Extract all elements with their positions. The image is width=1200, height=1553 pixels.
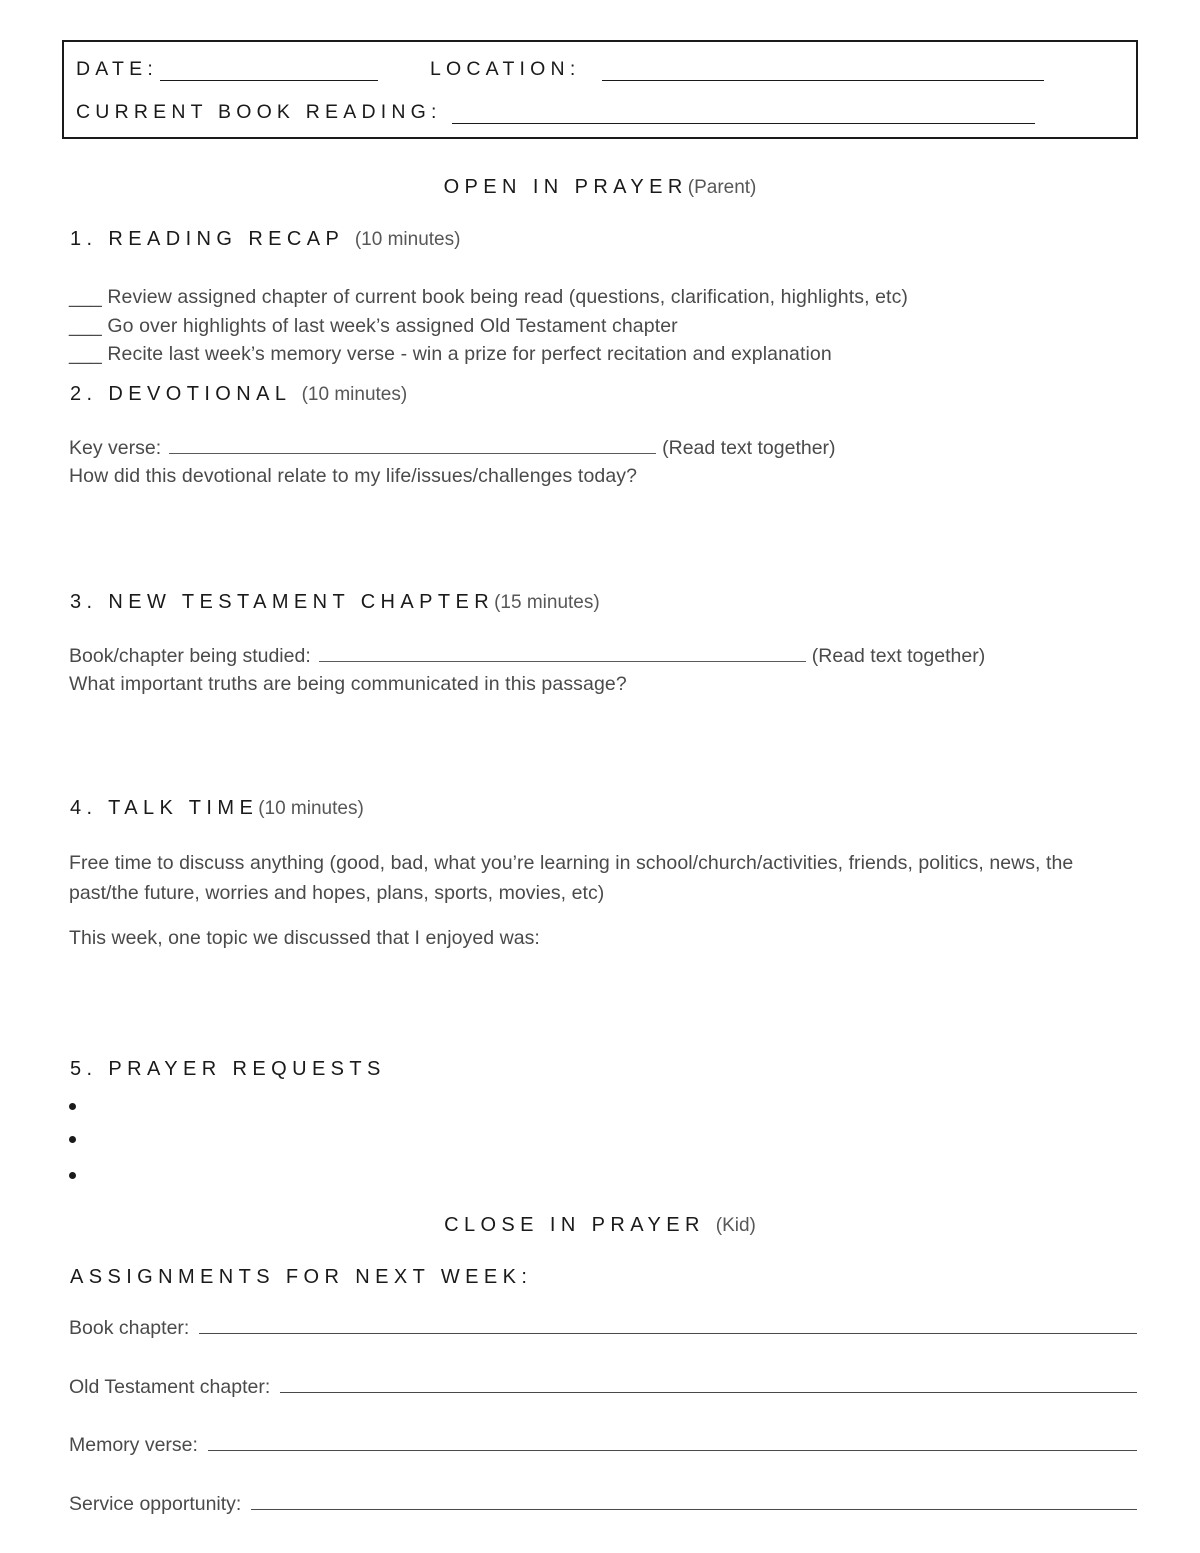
key-verse-row <box>69 434 836 463</box>
header-row-date-location <box>76 57 1044 81</box>
assignment-label: Service opportunity: <box>69 1493 242 1515</box>
section-2-title: 2. DEVOTIONAL <box>70 383 291 405</box>
section-1-heading <box>70 226 460 253</box>
section-2-heading <box>70 381 407 408</box>
checklist-item[interactable]: ___ Go over highlights of last week’s assigned Old Testament chapter <box>69 314 678 337</box>
section-1-duration: (10 minutes) <box>354 229 461 250</box>
assignment-input-book-chapter[interactable] <box>199 1318 1137 1334</box>
assignment-row-service-opportunity <box>69 1490 1137 1518</box>
date-label: DATE: <box>76 58 158 80</box>
assignment-label: Memory verse: <box>69 1434 198 1456</box>
header-row-current-book <box>76 100 1035 124</box>
book-chapter-studied-note: (Read text together) <box>811 645 986 667</box>
book-chapter-studied-label: Book/chapter being studied: <box>69 645 311 667</box>
assignment-label: Old Testament chapter: <box>69 1376 271 1398</box>
book-chapter-studied-input[interactable] <box>319 645 806 662</box>
section-3-title: 3. NEW TESTAMENT CHAPTER <box>70 591 495 613</box>
checklist-item[interactable]: ___ Review assigned chapter of current book being read (questions, clarification, highlights, etc) <box>69 286 909 308</box>
section-2-duration: (10 minutes) <box>301 384 408 405</box>
checklist-item[interactable]: ___ Recite last week’s memory verse - win a prize for perfect recitation and explanation <box>69 343 832 365</box>
open-in-prayer-role: (Parent) <box>687 177 757 198</box>
section-3-question: What important truths are being communicated in this passage? <box>69 673 627 695</box>
book-chapter-studied-row <box>69 642 985 671</box>
section-1-checklist <box>69 283 908 369</box>
assignment-input-service-opportunity[interactable] <box>251 1494 1137 1510</box>
prayer-request-bullet <box>69 1103 76 1110</box>
section-3-heading <box>70 589 600 616</box>
close-in-prayer-heading <box>0 1212 1200 1239</box>
section-2-question: How did this devotional relate to my life/issues/challenges today? <box>69 465 638 487</box>
assignment-row-old-testament-chapter <box>69 1373 1137 1401</box>
close-in-prayer-text: CLOSE IN PRAYER <box>444 1214 705 1236</box>
location-input[interactable] <box>602 62 1044 81</box>
current-book-reading-label: CURRENT BOOK READING: <box>76 101 442 123</box>
key-verse-note: (Read text together) <box>662 437 836 459</box>
assignment-input-old-testament-chapter[interactable] <box>280 1377 1137 1393</box>
assignments-heading: ASSIGNMENTS FOR NEXT WEEK: <box>70 1266 533 1288</box>
section-4-heading <box>70 795 364 822</box>
key-verse-input[interactable] <box>169 437 656 454</box>
section-5-heading <box>70 1056 386 1082</box>
section-5-title: 5. PRAYER REQUESTS <box>70 1058 386 1080</box>
prayer-request-bullet <box>69 1172 76 1179</box>
location-label: LOCATION: <box>429 58 581 80</box>
assignment-input-memory-verse[interactable] <box>208 1435 1137 1451</box>
close-in-prayer-role: (Kid) <box>715 1215 756 1236</box>
header-info-box <box>62 40 1138 139</box>
section-3-duration: (15 minutes) <box>494 592 600 613</box>
assignment-label: Book chapter: <box>69 1317 190 1339</box>
date-input[interactable] <box>160 62 378 81</box>
assignment-row-book-chapter <box>69 1314 1137 1342</box>
section-4-title: 4. TALK TIME <box>70 797 259 819</box>
prayer-request-bullet <box>69 1136 76 1143</box>
open-in-prayer-heading <box>0 174 1200 201</box>
key-verse-label: Key verse: <box>69 437 162 459</box>
section-1-title: 1. READING RECAP <box>70 228 344 250</box>
current-book-reading-input[interactable] <box>452 105 1035 124</box>
section-4-duration: (10 minutes) <box>258 798 364 819</box>
open-in-prayer-text: OPEN IN PRAYER <box>443 176 688 198</box>
section-4-paragraph: Free time to discuss anything (good, bad, what you’re learning in school/church/activities, friends, politics, news, the past/the future, worries and hopes, plans, sports, movies, etc) <box>69 852 1074 904</box>
assignment-row-memory-verse <box>69 1431 1137 1459</box>
section-4-prompt: This week, one topic we discussed that I enjoyed was: <box>69 927 540 949</box>
